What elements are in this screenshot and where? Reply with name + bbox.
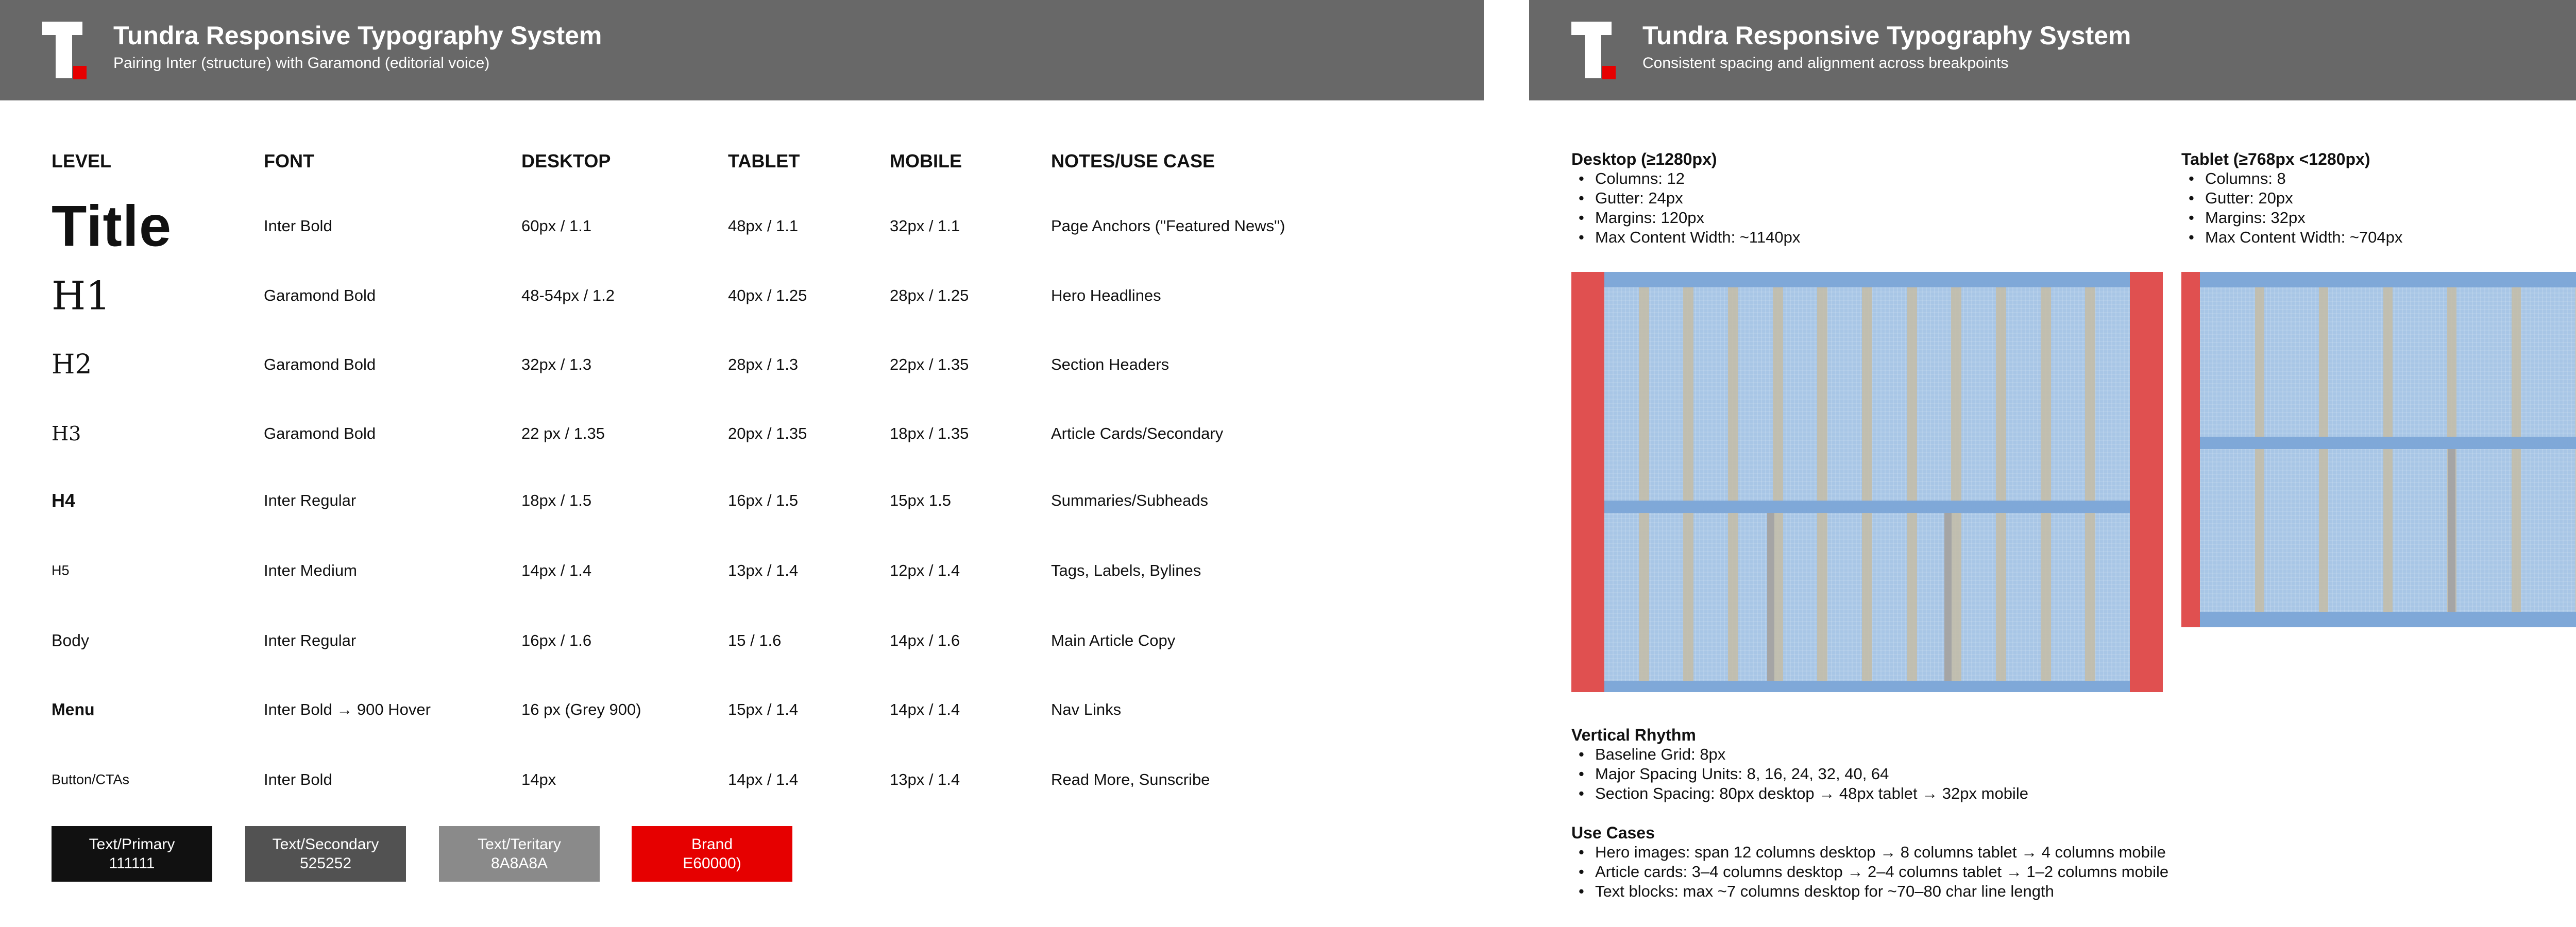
- tablet-cell: 15px / 1.4: [728, 700, 799, 718]
- swatch-text-primary: [52, 826, 212, 882]
- column-gutter: [1951, 272, 1961, 692]
- swatch-label: Brand: [691, 835, 733, 853]
- mobile-cell: 12px / 1.4: [890, 561, 960, 579]
- breakpoint-title: Desktop (≥1280px): [1571, 150, 1717, 168]
- tablet-cell: 48px / 1.1: [728, 217, 799, 235]
- desktop-spec: [1571, 149, 1800, 247]
- swatch-value: E60000): [683, 855, 741, 872]
- swatch-value: 111111: [109, 855, 155, 872]
- swatch-text-secondary: [245, 826, 406, 882]
- column-header-mobile: MOBILE: [890, 150, 962, 171]
- swatch-value: 8A8A8A: [490, 855, 548, 872]
- section-title: Vertical Rhythm: [1571, 726, 1696, 744]
- table-row: [0, 466, 1484, 535]
- level-cell: Button/CTAs: [52, 771, 130, 787]
- font-cell: Inter Bold: [264, 770, 332, 788]
- list-item: • Columns: 12: [1595, 169, 1800, 188]
- tablet-cell: 15 / 1.6: [728, 631, 782, 649]
- level-cell: H3: [52, 422, 81, 445]
- desktop-grid-content: [1604, 272, 2130, 692]
- tundra-logo-icon: [42, 22, 89, 82]
- notes-cell: Read More, Sunscribe: [1051, 770, 1210, 788]
- level-cell: Title: [52, 194, 172, 259]
- column-header-notes: NOTES/USE CASE: [1051, 150, 1215, 171]
- level-cell: H1: [52, 272, 111, 319]
- list-item: • Major Spacing Units: 8, 16, 24, 32, 40, 64: [1595, 764, 2028, 784]
- notes-cell: Section Headers: [1051, 355, 1170, 373]
- column-gutter: [1996, 272, 2006, 692]
- column-gutter: [1817, 272, 1827, 692]
- swatch-text-tertiary: [439, 826, 600, 882]
- mobile-cell: 22px / 1.35: [890, 355, 969, 373]
- desktop-cell: 16 px (Grey 900): [521, 700, 641, 718]
- tablet-cell: 28px / 1.3: [728, 355, 799, 373]
- font-cell: Garamond Bold: [264, 286, 376, 304]
- column-gutter: [1907, 272, 1917, 692]
- mobile-cell: 28px / 1.25: [890, 286, 969, 304]
- desktop-cell: 14px / 1.4: [521, 561, 592, 579]
- desktop-cell: 60px / 1.1: [521, 217, 592, 235]
- tablet-cell: 16px / 1.5: [728, 491, 799, 509]
- table-row: [0, 330, 1484, 399]
- list-item: • Gutter: 20px: [2205, 188, 2402, 208]
- desktop-cell: 22 px / 1.35: [521, 424, 605, 442]
- panel-gap: [1484, 0, 1529, 927]
- mobile-cell: 14px / 1.6: [890, 631, 960, 649]
- swatch-value: 525252: [299, 855, 352, 872]
- list-item: • Max Content Width: ~704px: [2205, 228, 2402, 247]
- header-subtitle: Pairing Inter (structure) with Garamond (editorial voice): [113, 55, 490, 72]
- column-header-font: FONT: [264, 150, 314, 171]
- font-cell: Garamond Bold: [264, 355, 376, 373]
- table-row: [0, 399, 1484, 468]
- column-header-tablet: TABLET: [728, 150, 800, 171]
- level-cell: Body: [52, 631, 89, 650]
- desktop-cell: 16px / 1.6: [521, 631, 592, 649]
- font-cell: Garamond Bold: [264, 424, 376, 442]
- level-cell: Menu: [52, 700, 95, 719]
- tablet-grid-content: [2200, 272, 2576, 627]
- desktop-cell: 32px / 1.3: [521, 355, 592, 373]
- font-cell: Inter Regular: [264, 491, 357, 509]
- notes-cell: Main Article Copy: [1051, 631, 1176, 649]
- table-row: [0, 261, 1484, 330]
- section-title: Use Cases: [1571, 823, 1655, 842]
- mobile-cell: 14px / 1.4: [890, 700, 960, 718]
- font-cell: Inter Bold → 900 Hover: [264, 700, 431, 718]
- list-item: • Hero images: span 12 columns desktop → 8 columns tablet → 4 columns mobile: [1595, 843, 2168, 862]
- notes-cell: Nav Links: [1051, 700, 1122, 718]
- desktop-cell: 14px: [521, 770, 556, 788]
- tablet-cell: 20px / 1.35: [728, 424, 807, 442]
- desktop-grid-diagram: [1571, 272, 2163, 692]
- grid-panel: [1529, 0, 2576, 927]
- column-gutter: [2512, 272, 2521, 627]
- level-cell: H2: [52, 349, 92, 380]
- swatch-label: Text/Secondary: [272, 835, 379, 853]
- level-cell: H4: [52, 490, 76, 511]
- tablet-cell: 13px / 1.4: [728, 561, 799, 579]
- table-row: [0, 606, 1484, 675]
- list-item: • Margins: 120px: [1595, 208, 1800, 228]
- header-title: Tundra Responsive Typography System: [113, 21, 602, 50]
- panel-header: [0, 0, 1484, 100]
- mobile-cell: 13px / 1.4: [890, 770, 960, 788]
- header-title: Tundra Responsive Typography System: [1642, 21, 2131, 50]
- breakpoint-title: Tablet (≥768px <1280px): [2181, 150, 2370, 168]
- tablet-spec: [2181, 149, 2402, 247]
- list-item: • Columns: 8: [2205, 169, 2402, 188]
- notes-cell: Page Anchors ("Featured News"): [1051, 217, 1285, 235]
- list-item: • Text blocks: max ~7 columns desktop for ~70–80 char line length: [1595, 882, 2168, 901]
- notes-cell: Hero Headlines: [1051, 286, 1161, 304]
- vertical-rhythm: [1571, 725, 2028, 803]
- list-item: • Margins: 32px: [2205, 208, 2402, 228]
- column-gutter: [1862, 272, 1872, 692]
- mobile-cell: 15px 1.5: [890, 491, 951, 509]
- tablet-cell: 14px / 1.4: [728, 770, 799, 788]
- swatch-label: Text/Teritary: [478, 835, 561, 853]
- column-gutter: [1639, 272, 1649, 692]
- swatch-label: Text/Primary: [89, 835, 175, 853]
- level-cell: H5: [52, 562, 70, 578]
- notes-cell: Summaries/Subheads: [1051, 491, 1208, 509]
- panel-header: [1529, 0, 2576, 100]
- table-row: [0, 192, 1484, 261]
- column-gutter: [2255, 272, 2264, 627]
- table-row: [0, 675, 1484, 744]
- notes-cell: Article Cards/Secondary: [1051, 424, 1224, 442]
- swatch-brand: [632, 826, 792, 882]
- font-cell: Inter Bold: [264, 217, 332, 235]
- list-item: • Article cards: 3–4 columns desktop → 2–4 columns tablet → 1–2 columns mobile: [1595, 862, 2168, 882]
- column-gutter: [1728, 272, 1738, 692]
- column-gutter: [2319, 272, 2328, 627]
- table-row: [0, 745, 1484, 814]
- column-gutter: [1683, 272, 1693, 692]
- font-cell: Inter Regular: [264, 631, 357, 649]
- use-cases: [1571, 823, 2168, 901]
- list-item: • Section Spacing: 80px desktop → 48px tablet → 32px mobile: [1595, 784, 2028, 803]
- desktop-cell: 18px / 1.5: [521, 491, 592, 509]
- notes-cell: Tags, Labels, Bylines: [1051, 561, 1201, 579]
- mobile-cell: 18px / 1.35: [890, 424, 969, 442]
- list-item: • Baseline Grid: 8px: [1595, 745, 2028, 764]
- mobile-cell: 32px / 1.1: [890, 217, 960, 235]
- desktop-cell: 48-54px / 1.2: [521, 286, 615, 304]
- tundra-logo-icon: [1571, 22, 1618, 82]
- column-gutter: [2383, 272, 2393, 627]
- font-cell: Inter Medium: [264, 561, 357, 579]
- table-row: [0, 536, 1484, 605]
- column-gutter: [2085, 272, 2095, 692]
- tablet-grid-diagram: [2181, 272, 2576, 627]
- column-header-level: LEVEL: [52, 150, 112, 171]
- column-header-desktop: DESKTOP: [521, 150, 611, 171]
- tablet-cell: 40px / 1.25: [728, 286, 807, 304]
- list-item: • Gutter: 24px: [1595, 188, 1800, 208]
- list-item: • Max Content Width: ~1140px: [1595, 228, 1800, 247]
- header-subtitle: Consistent spacing and alignment across breakpoints: [1642, 55, 2009, 72]
- column-gutter: [2041, 272, 2051, 692]
